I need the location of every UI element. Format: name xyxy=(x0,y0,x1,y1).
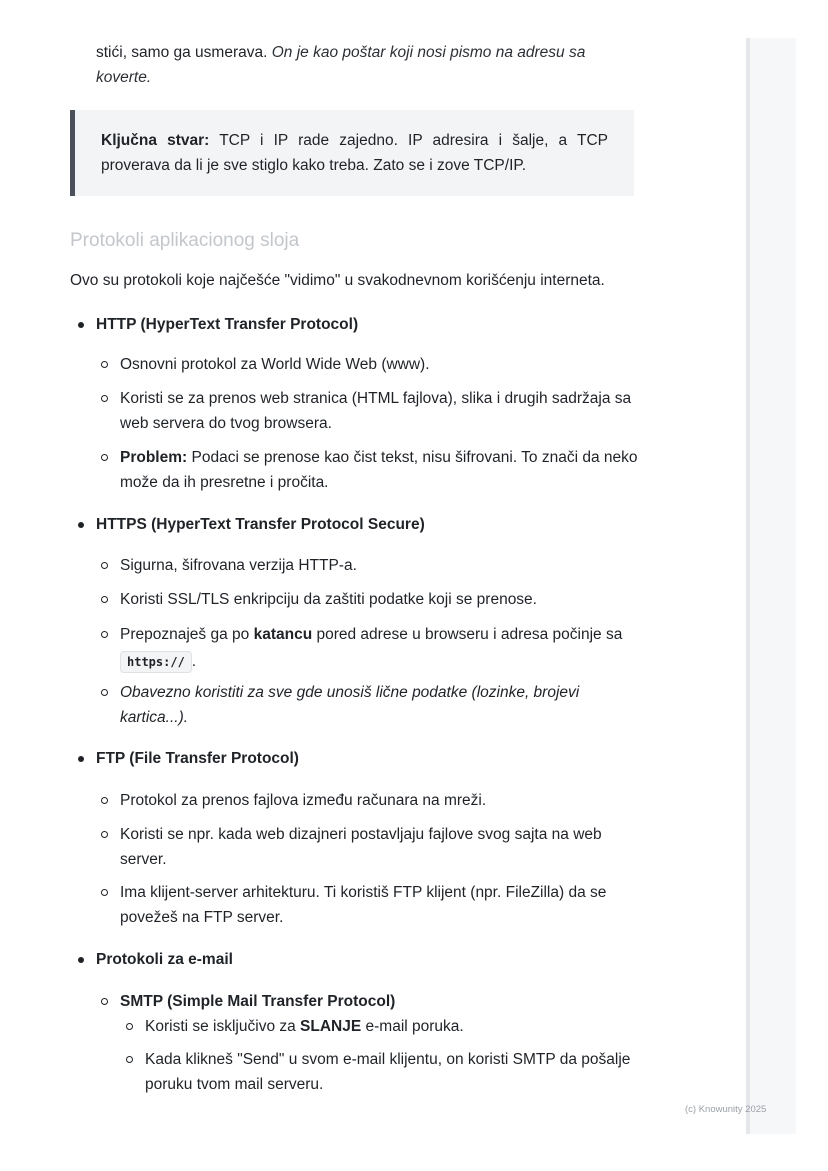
sub-item xyxy=(120,553,640,578)
sub-item-smtp xyxy=(120,989,640,1014)
bullet-icon xyxy=(78,957,84,963)
circle-bullet-icon xyxy=(101,361,108,368)
bullet-icon xyxy=(78,522,84,528)
sub-item-text: Obavezno koristiti za sve gde unosiš lične podatke (lozinke, brojevi kartica...). xyxy=(120,684,580,726)
sub-item-text xyxy=(145,1014,640,1039)
text-part: e-mail poruka. xyxy=(361,1018,464,1035)
circle-bullet-icon xyxy=(101,889,108,896)
callout-label: Ključna stvar: xyxy=(101,132,210,149)
circle-bullet-icon xyxy=(101,998,108,1005)
circle-bullet-icon xyxy=(101,562,108,569)
item-title: Protokoli za e-mail xyxy=(96,951,233,968)
circle-bullet-icon xyxy=(101,831,108,838)
intro-text: stići, samo ga usmerava. xyxy=(96,44,272,61)
section-title: Protokoli aplikacionog sloja xyxy=(70,230,300,251)
bullet-icon xyxy=(78,756,84,762)
intro-italic: On je kao poštar koji nosi pismo na adresu sa koverte. xyxy=(96,44,586,86)
sub-item-text: Koristi se npr. kada web dizajneri postavljaju fajlove svog sajta na web server. xyxy=(120,826,602,868)
sub-item xyxy=(120,386,640,436)
sub-item xyxy=(120,788,640,813)
sub-item-text: Protokol za prenos fajlova između računara na mreži. xyxy=(120,792,487,809)
text-part: . xyxy=(191,653,197,670)
sub-item-text: Sigurna, šifrovana verzija HTTP-a. xyxy=(120,557,357,574)
circle-bullet-icon xyxy=(101,454,108,461)
nested-sub-item xyxy=(145,1047,640,1097)
sub-item xyxy=(120,680,640,730)
circle-bullet-icon xyxy=(101,689,108,696)
sub-item-text: Kada klikneš "Send" u svom e-mail klijentu, on koristi SMTP da pošalje poruku tvom mail serveru. xyxy=(145,1051,631,1093)
item-title: HTTP (HyperText Transfer Protocol) xyxy=(96,316,359,333)
sub-item xyxy=(120,880,640,930)
sub-item-text xyxy=(120,621,640,675)
sub-item xyxy=(120,587,640,612)
watermark: (c) Knowunity 2025 xyxy=(685,1104,767,1115)
text-part: Prepoznaješ ga po xyxy=(120,626,254,643)
bullet-icon xyxy=(78,322,84,328)
section-lead: Ovo su protokoli koje najčešće "vidimo" u svakodnevnom korišćenju interneta. xyxy=(70,272,605,289)
sub-item-text: Koristi SSL/TLS enkripciju da zaštiti podatke koji se prenose. xyxy=(120,591,537,608)
intro-paragraph xyxy=(96,40,636,90)
problem-text: Podaci se prenose kao čist tekst, nisu šifrovani. To znači da neko može da ih presretne i pročita. xyxy=(120,449,638,491)
problem-label: Problem: xyxy=(120,449,188,466)
sub-item-text xyxy=(120,445,640,495)
circle-bullet-icon xyxy=(101,395,108,402)
text-part: pored adrese u browseru i adresa počinje sa xyxy=(312,626,623,643)
circle-bullet-icon xyxy=(101,631,108,638)
key-point-callout xyxy=(70,110,634,196)
text-part: Koristi se isključivo za xyxy=(145,1018,301,1035)
padlock-word: katancu xyxy=(253,626,313,643)
code-snippet: https:// xyxy=(120,651,192,673)
sub-item xyxy=(120,445,640,495)
circle-bullet-icon xyxy=(101,596,108,603)
send-word: SLANJE xyxy=(300,1018,362,1035)
sub-item-text: Osnovni protokol za World Wide Web (www). xyxy=(120,356,430,373)
side-panel xyxy=(746,38,796,1134)
sub-item-text: Ima klijent-server arhitekturu. Ti koristiš FTP klijent (npr. FileZilla) da se povežeš na FTP server. xyxy=(120,884,607,926)
circle-bullet-icon xyxy=(126,1023,133,1030)
item-title: HTTPS (HyperText Transfer Protocol Secure) xyxy=(96,516,425,533)
nested-sub-item xyxy=(145,1014,640,1039)
callout-text: TCP i IP rade zajedno. IP adresira i šalje, a TCP proverava da li je sve stiglo kako treba. Zato se i zove TCP/IP. xyxy=(101,132,608,174)
item-title: FTP (File Transfer Protocol) xyxy=(96,750,299,767)
circle-bullet-icon xyxy=(101,797,108,804)
sub-item-text: Koristi se za prenos web stranica (HTML fajlova), slika i drugih sadržaja sa web servera do tvog browsera. xyxy=(120,390,632,432)
sub-item xyxy=(120,352,640,377)
sub-item xyxy=(120,822,640,872)
smtp-title: SMTP (Simple Mail Transfer Protocol) xyxy=(120,993,396,1010)
sub-item xyxy=(120,621,640,675)
circle-bullet-icon xyxy=(126,1056,133,1063)
